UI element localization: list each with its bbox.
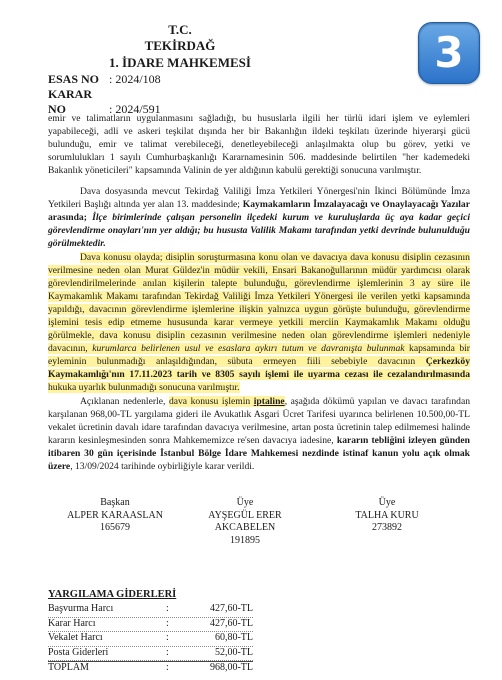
cost-label: TOPLAM <box>48 662 89 674</box>
p3-body: ; disiplin soruşturmasına konu olan ve davacıya dava konusu disiplin cezasının verilmesine neden olan Murat Güldez'in müdür vekili, Ensari Bakanoğullarının müdür yardımcısı olarak görevlendirilmelerinde anılan kişilerin talepte bulunduğu, görevlendirme işlemlerinin 3 ay süre ile Kaymakamlık Makamı tarafından Tekirdağ Valiliği İmza Yetkileri Yönergesi ile verilen yetki kapsamında yapıldığı, davacının görevlendirme işlemlerine ilişkin yalnızca uygun görüşte bulunduğu, görevlendirme işlemini tesis edip etmeme hususunda karar vermeye yetkili merciin Kaymakamlık Makamı olduğu görülmekle, dava konusu disiplin cezasının verilmesine neden olan görevlendirme işlemleri nedeniyle davacının, <box>48 252 470 355</box>
cost-row <box>48 647 253 662</box>
esas-value: : 2024/108 <box>109 72 161 86</box>
paragraph-2 <box>48 185 470 250</box>
p4-bold: kararın tebliğini izleyen günden itibaren 30 gün içerisinde İstanbul Bölge İdare Mahkemesi nezdinde istinaf kanun yolu açık olmak üzere <box>48 435 470 473</box>
signature-name-2: AKCABELEN <box>214 522 276 533</box>
p4-body: , aşağıda dökümü yapılan ve davacı tarafından karşılanan 968,00-TL yargılama gideri ile Avukatlık Asgari Ücret Tarifesi uyarınca belirlenen 10.500,00-TL vekalet ücretinin davalı idare tarafından davacıya verilmesine, artan posta ücretinin talep edilmemesi halinde kararın kesinleşmesinden sonra Mahkememizce re'sen davacıya iadesine, <box>48 396 470 447</box>
cost-row <box>48 618 253 633</box>
costs-title: YARGILAMA GİDERLERİ <box>48 589 177 600</box>
p2-bold-italic: İlçe birimlerinde çalışan personelin ilçedeki kurum ve kuruluşlarda üç aya kadar geçici görevlendirme onayları'nın yer aldığı; bu hususta Valilik Makamı tarafından yetki devrinde bulunulduğu görülmektedir. <box>48 212 470 250</box>
p3-bold: Çerkezköy Kaymakamlığı'nın 17.11.2023 tarih ve 8305 sayılı işlemi ile uyarma cezası ile cezalandırılmasında <box>48 356 470 381</box>
cost-row-total <box>48 661 253 676</box>
p4-iptaline: iptaline <box>253 396 285 407</box>
cost-colon: : <box>166 632 169 644</box>
p2-intro: Dava dosyasında mevcut Tekirdağ Valiliği İmza Yetkileri Yönergesi'nin İkinci Bölümünde İmza Yetkileri Başlığı altında yer alan 13. maddesinde; <box>48 186 470 211</box>
paragraph-3 <box>48 251 470 395</box>
cost-row <box>48 603 253 618</box>
cost-row <box>48 632 253 647</box>
signature-role: Üye <box>236 497 254 508</box>
signature-name: ALPER KARAASLAN <box>67 509 163 521</box>
cost-amount: 968,00-TL <box>209 662 253 674</box>
cost-amount: 52,00-TL <box>214 646 253 658</box>
signature-role: Üye <box>378 497 396 508</box>
paragraph-4 <box>48 395 470 473</box>
signature-id: 191895 <box>230 534 260 546</box>
cost-colon: : <box>166 603 169 614</box>
cost-colon: : <box>166 646 169 658</box>
cost-amount: 427,60-TL <box>209 617 253 629</box>
p3-italic: kurumlarca belirlenen usul ve esaslara aykırı tutum ve davranışta bulunmak <box>92 343 405 355</box>
p3-tail: hukuka uyarlık bulunmadığı sonucuna varılmıştır. <box>48 382 240 394</box>
karar-label: KARAR NO <box>48 87 92 116</box>
signature-name: TALHA KURU <box>355 509 419 521</box>
signature-id: 165679 <box>100 522 130 533</box>
p4-tail: , 13/09/2024 tarihinde oybirliğiyle karar verildi. <box>70 461 255 473</box>
header-court: 1. İDARE MAHKEMESİ <box>109 55 251 70</box>
cost-colon: : <box>166 617 169 629</box>
karar-value: : 2024/591 <box>109 102 161 116</box>
cost-label: Başvurma Harcı <box>48 603 114 614</box>
p4-highlight: dava konusu işlemin <box>168 396 254 407</box>
signature-id: 273892 <box>372 522 402 533</box>
esas-no <box>48 72 248 87</box>
cost-label: Vekalet Harcı <box>48 632 103 644</box>
cost-label: Karar Harcı <box>48 617 96 629</box>
p3-lead: Dava konusu olayda <box>80 252 160 263</box>
signature-role: Başkan <box>100 497 130 508</box>
p3-body2: kapsamında bir eyleminin bulunmadığı anlaşıldığından, sübuta ermeyen fiili sebebiyle davacının <box>48 343 471 368</box>
header-city: TEKİRDAĞ <box>144 38 216 53</box>
p2-bold: Kaymakamların İmzalayacağı ve Onaylayacağı Yazılar arasında; <box>48 199 470 224</box>
cost-amount: 60,80-TL <box>214 632 253 644</box>
cost-amount: 427,60-TL <box>209 603 253 614</box>
cost-label: Posta Giderleri <box>48 646 109 658</box>
signature-president <box>50 497 180 535</box>
esas-label: ESAS NO <box>48 72 100 86</box>
number-three-badge-icon <box>418 22 480 84</box>
p4-lead: Açıklanan nedenlerle, <box>80 396 169 407</box>
costs-table <box>48 589 253 676</box>
paragraph-1-text: emir ve talimatların uygulanmasını sağladığı, bu hususlarla ilgili her türlü idari işlem ve eylemleri yapabileceği, adli ve askeri teşkilat dışında her bir Bakanlığın ildeki teşkilatı üzerinde hiyerarşi gücü bulunduğu, emir ve talimat verebileceği, denetleyebileceği anlaşılmakta olup bu görev, yetki ve sorumlulukları 1 sayılı Cumhurbaşkanlığı Kararnamesinin 506. maddesinde belirtilen "her kademedeki Bakanlık yöneticileri" kapsamında Valinin de yer aldığının kabulü gerektiği sonucuna varılmıştır. <box>48 113 470 177</box>
signature-name: AYŞEGÜL ERER <box>208 509 282 521</box>
paragraph-1 <box>48 112 470 177</box>
cost-colon: : <box>166 662 169 674</box>
signature-member-2 <box>322 497 452 535</box>
header-tc: T.C. <box>168 22 192 37</box>
signature-member-1 <box>180 497 310 547</box>
badge-number: 3 <box>434 28 464 77</box>
